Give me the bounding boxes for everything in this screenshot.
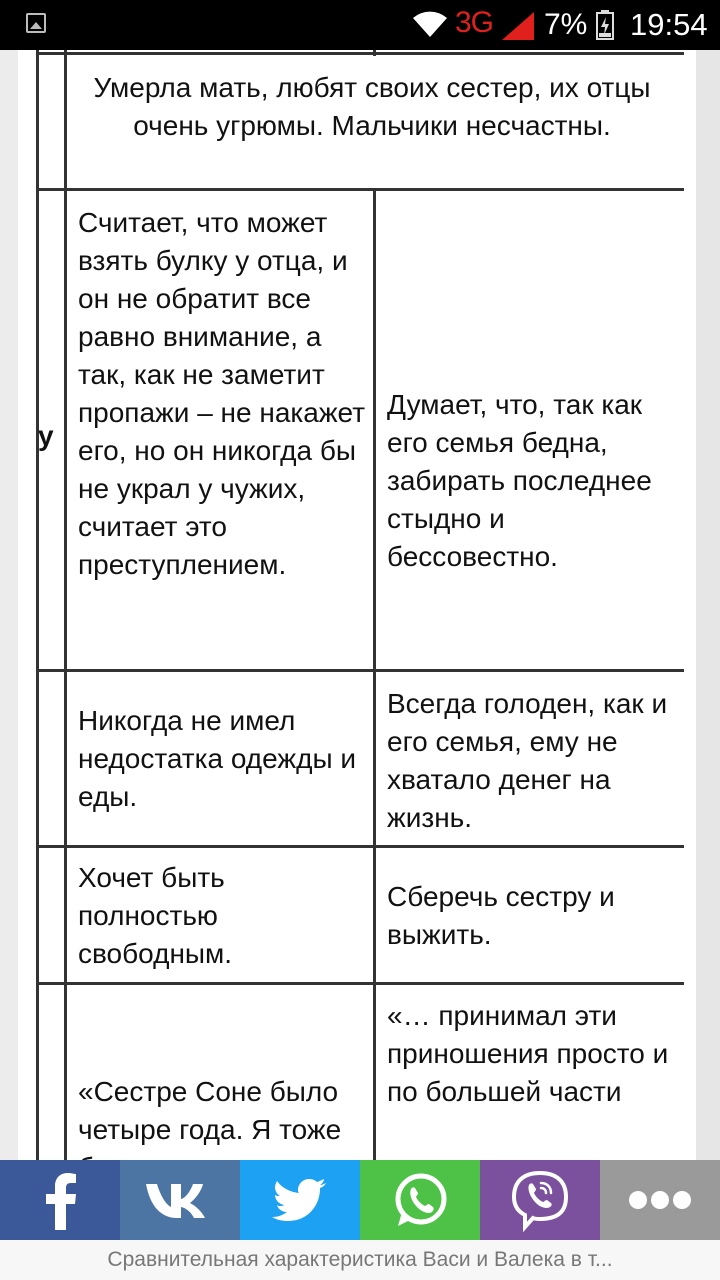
signal-icon: [502, 12, 534, 40]
page-margin-left: [0, 50, 18, 1160]
page-title-caption[interactable]: Сравнительная характеристика Васи и Валека в т...: [0, 1240, 720, 1280]
twitter-share-button[interactable]: [240, 1160, 360, 1240]
whatsapp-icon: [390, 1170, 450, 1230]
gallery-notification-icon: [26, 13, 46, 33]
status-bar: [0, 0, 720, 50]
vk-share-button[interactable]: [120, 1160, 240, 1240]
table-row: [74, 69, 670, 145]
cell-text: Умерла мать, любят своих сестер, их отцы очень угрюмы. Мальчики несчастны.: [93, 72, 651, 141]
facebook-share-button[interactable]: [0, 1160, 120, 1240]
cell-text: «… принимал эти приношения просто и по большей части: [387, 1000, 669, 1107]
cell-text: Думает, что, так как его семья бедна, забирать последнее стыдно и бессовестно.: [387, 389, 652, 572]
cell-text: Считает, что может взять булку у отца, и он не обратит все равно внимание, а так, как не заметит пропажи – не накажет его, но он никогда бы не украл у чужих, считает это преступлением.: [78, 207, 366, 580]
viber-share-button[interactable]: [480, 1160, 600, 1240]
vk-icon: [144, 1180, 216, 1220]
page-margin-right: [696, 50, 720, 1160]
edge-label: у: [38, 420, 54, 451]
viber-icon: [509, 1169, 571, 1231]
battery-percent: 7%: [544, 8, 588, 41]
cell-text: Хочет быть полностью свободным.: [78, 862, 233, 969]
cell-text: Всегда голоден, как и его семья, ему не хватало денег на жизнь.: [387, 688, 668, 833]
table-cell: [387, 386, 675, 576]
wifi-icon: [412, 10, 448, 38]
more-share-button[interactable]: [600, 1160, 720, 1240]
network-type: 3G: [455, 6, 494, 39]
battery-icon: [596, 10, 614, 40]
table-cell: [387, 685, 675, 837]
cell-text: Сберечь сестру и выжить.: [387, 881, 615, 950]
clock: 19:54: [630, 7, 708, 42]
more-icon: [627, 1189, 693, 1211]
cell-text: Никогда не имел недостатка одежды и еды.: [78, 705, 357, 812]
twitter-icon: [272, 1177, 328, 1223]
table-cell: [387, 997, 675, 1111]
table-cell: [78, 859, 368, 973]
share-bar: [0, 1160, 720, 1240]
table-cell: [78, 702, 368, 816]
cell-text: «Сестре Соне было четыре года. Я тоже: [78, 1076, 342, 1145]
whatsapp-share-button[interactable]: [360, 1160, 480, 1240]
article-content: [0, 50, 720, 1160]
facebook-icon: [40, 1170, 80, 1230]
table-cell: [78, 204, 368, 584]
table-cell: [387, 878, 675, 954]
